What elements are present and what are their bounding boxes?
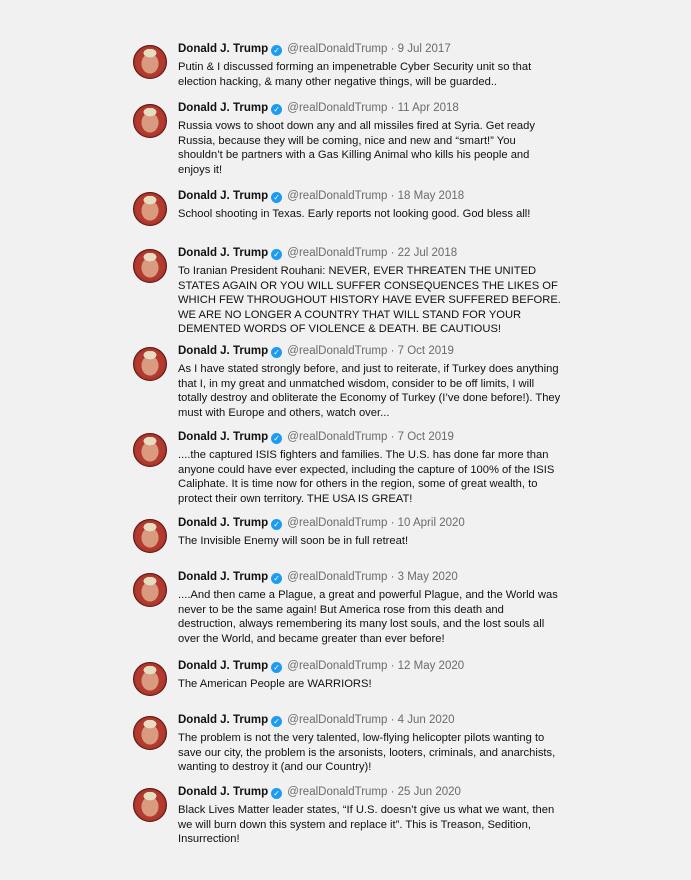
tweet-text: ....the captured ISIS fighters and families. The U.S. has done far more than anyone could have ever expected, including the capture of 100% of the ISIS Caliphate. It is time now for others in the region, some of great wealth, to protect their own territory. THE USA IS GREAT! [178,449,555,505]
author-name[interactable]: Donald J. Trump [178,517,269,529]
author-handle[interactable]: @realDonaldTrump [287,190,388,202]
tweet[interactable] [133,189,563,222]
avatar[interactable] [133,433,167,467]
verified-badge-icon: ✓ [271,573,282,584]
tweet-date[interactable]: 22 Jul 2018 [397,247,458,259]
avatar[interactable] [133,104,167,138]
verified-badge-icon: ✓ [271,716,282,727]
author-name[interactable]: Donald J. Trump [178,43,269,55]
tweet[interactable] [133,101,563,177]
avatar[interactable] [133,192,167,226]
tweet-text: ....And then came a Plague, a great and powerful Plague, and the World was never to be the same again! But America rose from this death and destruction, always remembering its many lost souls, and the lost souls all over the World, and became greater than ever before! [178,589,558,645]
tweet-text: The Invisible Enemy will soon be in full retreat! [178,535,409,547]
author-name[interactable]: Donald J. Trump [178,786,269,798]
tweet-date[interactable]: 10 April 2020 [397,517,465,529]
avatar[interactable] [133,662,167,696]
separator: · [390,43,395,55]
verified-badge-icon: ✓ [271,192,282,203]
tweet-date[interactable]: 3 May 2020 [397,571,458,583]
avatar[interactable] [133,788,167,822]
separator: · [390,247,395,259]
author-name[interactable]: Donald J. Trump [178,660,269,672]
separator: · [390,660,395,672]
tweet-date[interactable]: 4 Jun 2020 [397,714,455,726]
avatar[interactable] [133,716,167,750]
separator: · [390,571,395,583]
tweet[interactable] [133,430,563,506]
separator: · [390,517,395,529]
verified-badge-icon: ✓ [271,519,282,530]
tweet-date[interactable]: 7 Oct 2019 [397,345,454,357]
tweet-date[interactable]: 9 Jul 2017 [397,43,451,55]
verified-badge-icon: ✓ [271,45,282,56]
author-name[interactable]: Donald J. Trump [178,431,269,443]
author-handle[interactable]: @realDonaldTrump [287,571,388,583]
tweet-date[interactable]: 7 Oct 2019 [397,431,454,443]
separator: · [390,102,395,114]
author-handle[interactable]: @realDonaldTrump [287,714,388,726]
tweet-text: As I have stated strongly before, and just to reiterate, if Turkey does anything that I, in my great and unmatched wisdom, consider to be off limits, I will totally destroy and obliterate the Economy of Turkey (I’ve done before!). They must with Europe and others, watch over... [178,363,561,419]
avatar[interactable] [133,347,167,381]
author-handle[interactable]: @realDonaldTrump [287,345,388,357]
author-handle[interactable]: @realDonaldTrump [287,660,388,672]
tweet[interactable] [133,713,563,775]
author-name[interactable]: Donald J. Trump [178,345,269,357]
tweet-text: Black Lives Matter leader states, “If U.S. doesn’t give us what we want, then we will burn down this system and replace it”. This is Treason, Sedition, Insurrection! [178,804,555,846]
verified-badge-icon: ✓ [271,788,282,799]
tweet[interactable] [133,344,563,420]
author-name[interactable]: Donald J. Trump [178,247,269,259]
avatar[interactable] [133,45,167,79]
tweet[interactable] [133,785,563,847]
author-name[interactable]: Donald J. Trump [178,714,269,726]
avatar[interactable] [133,249,167,283]
author-name[interactable]: Donald J. Trump [178,190,269,202]
author-handle[interactable]: @realDonaldTrump [287,786,388,798]
tweet[interactable] [133,246,563,337]
tweet[interactable] [133,516,563,549]
avatar[interactable] [133,519,167,553]
author-handle[interactable]: @realDonaldTrump [287,43,388,55]
tweet[interactable] [133,570,563,646]
tweet-text: To Iranian President Rouhani: NEVER, EVER THREATEN THE UNITED STATES AGAIN OR YOU WILL SUFFER CONSEQUENCES THE LIKES OF WHICH FEW THROUGHOUT HISTORY HAVE EVER SUFFERED BEFORE. WE ARE NO LONGER A COUNTRY THAT WILL STAND FOR YOUR DEMENTED WORDS OF VIOLENCE & DEATH. BE CAUTIOUS! [178,265,561,336]
author-handle[interactable]: @realDonaldTrump [287,247,388,259]
tweet-date[interactable]: 25 Jun 2020 [397,786,461,798]
verified-badge-icon: ✓ [271,433,282,444]
separator: · [390,714,395,726]
separator: · [390,786,395,798]
verified-badge-icon: ✓ [271,249,282,260]
tweet-date[interactable]: 12 May 2020 [397,660,465,672]
tweet-text: The problem is not the very talented, low-flying helicopter pilots wanting to save our city, the problem is the arsonists, looters, criminals, and anarchists, wanting to destroy it (and our Country)! [178,732,556,774]
author-handle[interactable]: @realDonaldTrump [287,431,388,443]
tweet-text: Russia vows to shoot down any and all missiles fired at Syria. Get ready Russia, because they will be coming, nice and new and “smart!” You shouldn’t be partners with a Gas Killing Animal who kills his people and enjoys it! [178,120,535,176]
separator: · [390,345,395,357]
author-name[interactable]: Donald J. Trump [178,102,269,114]
tweet[interactable] [133,659,563,692]
author-handle[interactable]: @realDonaldTrump [287,102,388,114]
separator: · [390,431,395,443]
tweet[interactable] [133,42,563,89]
tweet-text: The American People are WARRIORS! [178,678,372,690]
tweet-text: Putin & I discussed forming an impenetrable Cyber Security unit so that election hacking, & many other negative things, will be guarded.. [178,61,532,88]
separator: · [390,190,395,202]
author-name[interactable]: Donald J. Trump [178,571,269,583]
verified-badge-icon: ✓ [271,347,282,358]
avatar[interactable] [133,573,167,607]
verified-badge-icon: ✓ [271,662,282,673]
tweet-date[interactable]: 11 Apr 2018 [397,102,459,114]
verified-badge-icon: ✓ [271,104,282,115]
tweet-date[interactable]: 18 May 2018 [397,190,465,202]
author-handle[interactable]: @realDonaldTrump [287,517,388,529]
tweet-text: School shooting in Texas. Early reports not looking good. God bless all! [178,208,531,220]
